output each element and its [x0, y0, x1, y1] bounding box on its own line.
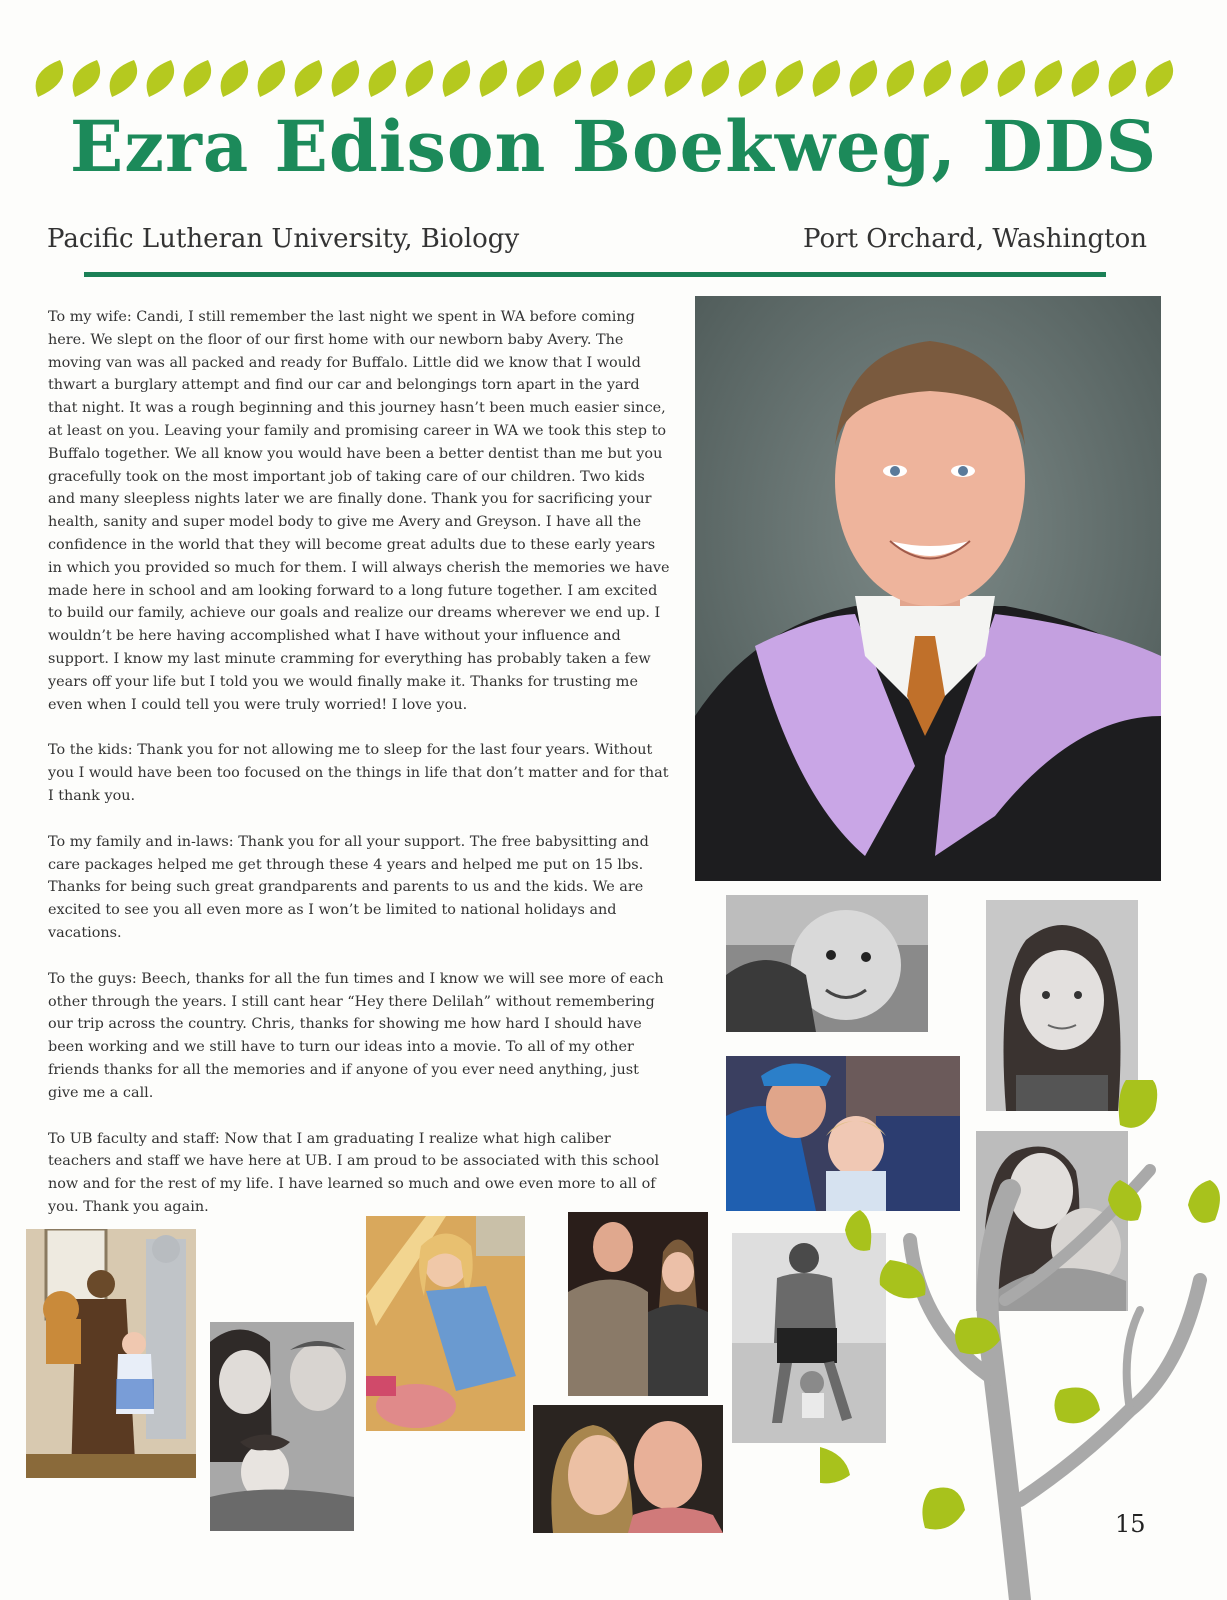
page-title: Ezra Edison Boekweg, DDS — [69, 105, 1158, 188]
paragraph-family: To my family and in-laws: Thank you for all your support. The free babysitting and care packages helped me get through these 4 years and helped me put on 15 lbs. Thanks for being such great grandparents and parents to us and the kids. We are excited to see you all even more as I won’t be limited to national holidays and vacations. — [48, 833, 649, 941]
paragraph-faculty: To UB faculty and staff: Now that I am graduating I realize what high caliber teachers and staff we have here at UB. I am proud to be associated with this school now and for the rest of my life. I have learned so much and owe even more to all of you. Thank you again. — [48, 1130, 660, 1215]
page-number: 15 — [1115, 1510, 1146, 1538]
couple-formal-photo — [568, 1212, 708, 1396]
paragraph-kids: To the kids: Thank you for not allowing me to sleep for the last four years. Without you I would have been too focused on the things in life that don’t matter and for that I thank you. — [48, 742, 669, 804]
letter-body — [48, 306, 673, 1242]
halloween-costume-photo — [26, 1229, 196, 1478]
family-portrait — [210, 1322, 354, 1531]
hometown: Port Orchard, Washington — [803, 224, 1147, 254]
paragraph-wife: To my wife: Candi, I still remember the last night we spent in WA before coming here. We slept on the floor of our first home with our newborn baby Avery. The moving van was all packed and ready for Buffalo. Little did we know that I would thwart a burglary attempt and find our car and belongings torn apart in the yard that night. It was a rough beginning and this journey hasn’t been much easier since, at least on you. Leaving your family and promising career in WA we took this step to Buffalo together. We all know you would have been a better dentist than me but you gracefully took on the most important job of taking care of our children. Two kids and many sleepless nights later we are finally done. Thank you for sacrificing your health, sanity and super model body to give me Avery and Greyson. I have all the confidence in the world that they will become great adults due to these early years in which you provided so much for them. I will always cherish the memories we have made here in school and am looking forward to a long future together. I am excited to build our family, achieve our goals and realize our dreams wherever we end up. I wouldn’t be here having accomplished what I have without your influence and support. I know my last minute cramming for everything has probably taken a few years off your life but I told you we would finally make it. Thanks for trusting me even when I could tell you were truly worried! I love you. — [48, 309, 670, 713]
couple-closeup-photo — [533, 1405, 723, 1533]
leaf-border — [30, 52, 1190, 102]
graduation-portrait — [695, 296, 1161, 881]
school-and-major: Pacific Lutheran University, Biology — [47, 224, 520, 254]
paragraph-guys: To the guys: Beech, thanks for all the fun times and I know we will see more of each other through the years. I still cant hear “Hey there Delilah” without remembering our trip across the country. Chris, thanks for showing me how hard I should have been working and we still have to turn our ideas into a movie. To all of my other friends thanks for all the memories and if anyone of you ever need anything, just give me a call. — [48, 970, 664, 1101]
header-divider — [84, 272, 1106, 277]
dental-office-photo — [366, 1216, 525, 1431]
baby-photo — [726, 895, 928, 1032]
tree-decoration — [820, 1080, 1227, 1600]
